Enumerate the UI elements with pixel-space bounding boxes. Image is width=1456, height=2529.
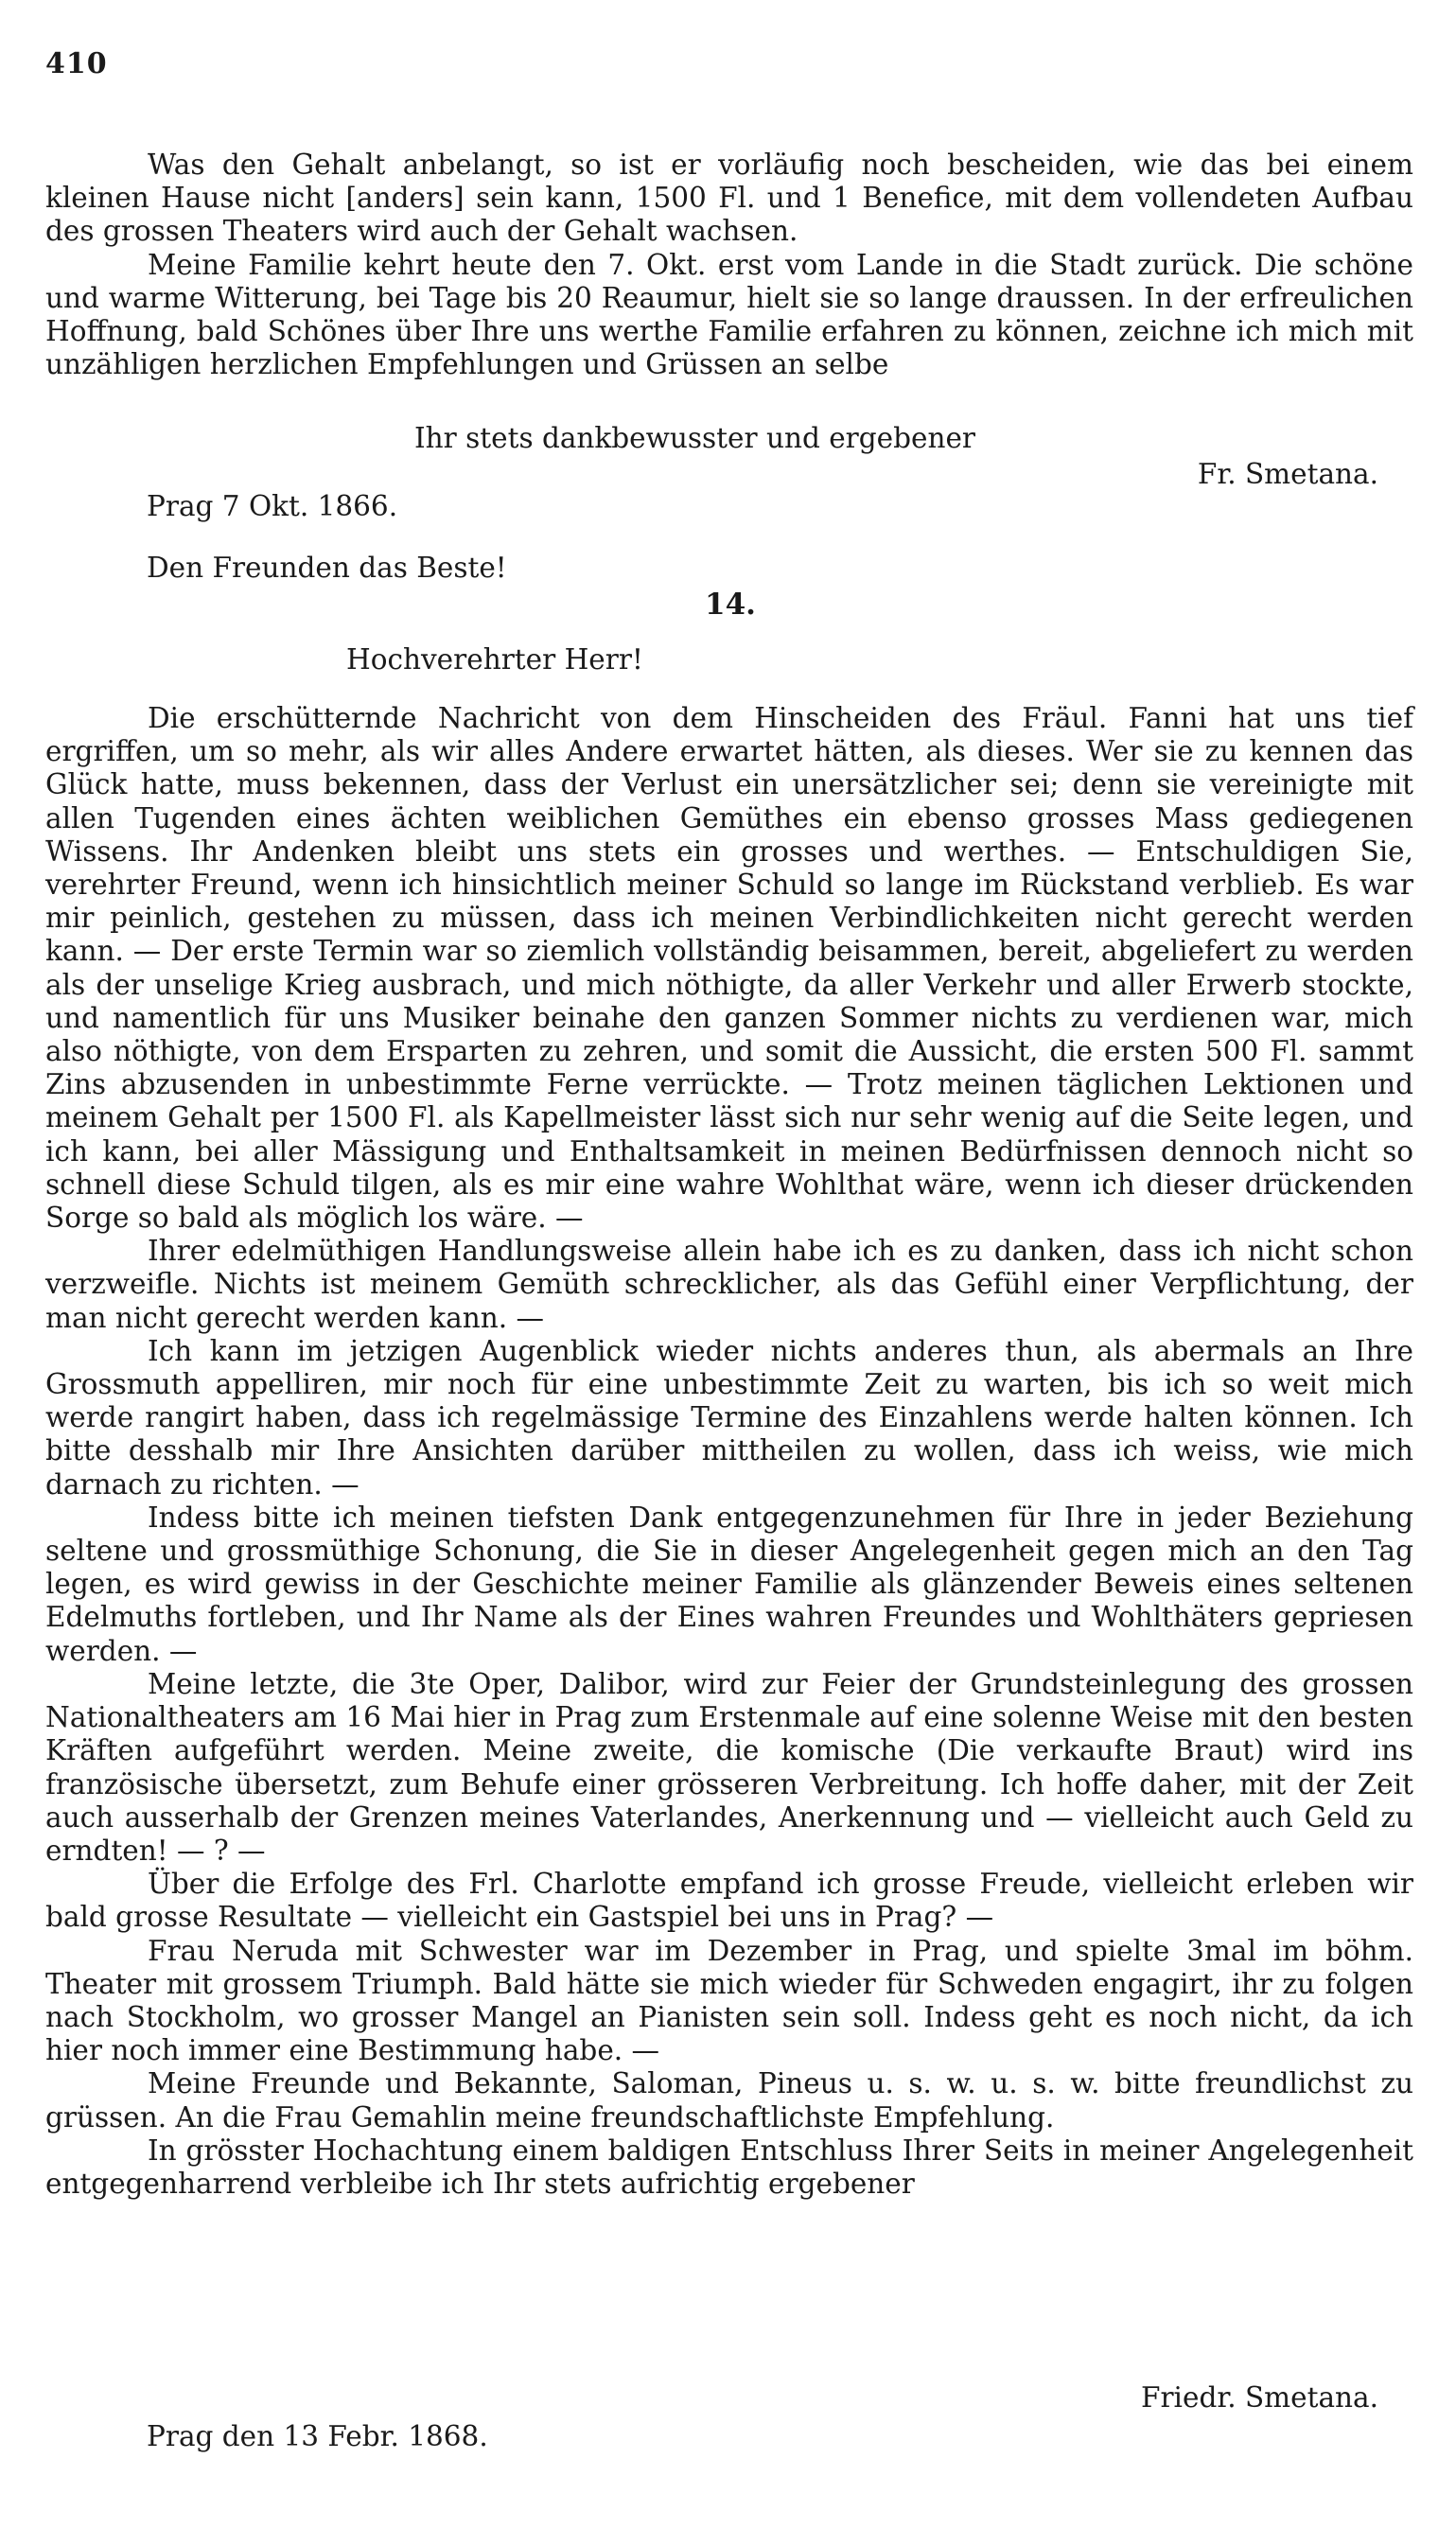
closing-formula: Ihr stets dankbewusster und ergebener <box>414 422 976 454</box>
paragraph: Ihrer edelmüthigen Handlungsweise allein habe ich es zu danken, dass ich nicht schon verzweifle. Nichts ist meinem Gemüth schrecklicher, als das Gefühl einer Verpflichtung, der man nicht gerecht werden kann. — <box>45 1235 1413 1334</box>
letter13-body <box>45 149 1413 381</box>
letter14-body <box>45 702 1413 2201</box>
signature: Friedr. Smetana. <box>1140 2381 1378 2414</box>
paragraph: Die erschütternde Nachricht von dem Hinscheiden des Fräul. Fanni hat uns tief ergriffen, um so mehr, als wir alles Andere erwartet hätten, als dieses. Wer sie zu kennen das Glück hatte, muss bekennen, dass der Verlust ein unersätzlicher sei; denn sie vereinigte mit allen Tugenden eines ächten weiblichen Gemüthes ein ebenso grosses Mass gediegenen Wissens. Ihr Andenken bleibt uns stets ein grosses und werthes. — Entschuldigen Sie, verehrter Freund, wenn ich hinsichtlich meiner Schuld so lange im Rückstand verblieb. Es war mir peinlich, gestehen zu müssen, dass ich meinen Verbindlichkeiten nicht gerecht werden kann. — Der erste Termin war so ziemlich vollständig beisammen, bereit, abgeliefert zu werden als der unselige Krieg ausbrach, und mich nöthigte, da aller Verkehr und aller Erwerb stockte, und namentlich für uns Musiker beinahe den ganzen Sommer nichts zu verdienen war, mich also nöthigte, von dem Ersparten zu zehren, und somit die Aussicht, die ersten 500 Fl. sammt Zins abzusenden in unbestimmte Ferne verrückte. — Trotz meinen täglichen Lektionen und meinem Gehalt per 1500 Fl. als Kapellmeister lässt sich nur sehr wenig auf die Seite legen, und ich kann, bei aller Mässigung und Enthaltsamkeit in meinen Bedürfnissen dennoch nicht so schnell diese Schuld tilgen, als es mir eine wahre Wohlthat wäre, wenn ich dieser drückenden Sorge so bald als möglich los wäre. — <box>45 702 1413 1235</box>
postscript: Den Freunden das Beste! <box>147 552 507 584</box>
paragraph: Frau Neruda mit Schwester war im Dezember in Prag, und spielte 3mal im böhm. Theater mit grossem Triumph. Bald hätte sie mich wieder für Schweden engagirt, ihr zu folgen nach Stockholm, wo grosser Mangel an Pianisten sein soll. Indess geht es noch nicht, da ich hier noch immer eine Bestimmung habe. — <box>45 1934 1413 2067</box>
paragraph: In grösster Hochachtung einem baldigen Entschluss Ihrer Seits in meiner Angelegenheit entgegenharrend verbleibe ich Ihr stets aufrichtig ergebener <box>45 2134 1413 2200</box>
letter-date: Prag den 13 Febr. 1868. <box>147 2420 488 2452</box>
salutation: Hochverehrter Herr! <box>346 643 643 676</box>
paragraph: Was den Gehalt anbelangt, so ist er vorläufig noch bescheiden, wie das bei einem kleinen Hause nicht [anders] sein kann, 1500 Fl. und 1 Benefice, mit dem vollendeten Aufbau des grossen Theaters wird auch der Gehalt wachsen. <box>45 149 1413 248</box>
paragraph: Ich kann im jetzigen Augenblick wieder nichts anderes thun, als abermals an Ihre Grossmuth appelliren, mir noch für eine unbestimmte Zeit zu warten, bis ich so weit mich werde rangirt haben, dass ich regelmässige Termine des Einzahlens werde halten können. Ich bitte desshalb mir Ihre Ansichten darüber mittheilen zu wollen, dass ich weiss, wie mich darnach zu richten. — <box>45 1334 1413 1501</box>
paragraph: Meine Familie kehrt heute den 7. Okt. erst vom Lande in die Stadt zurück. Die schöne und warme Witterung, bei Tage bis 20 Reaumur, hielt sie so lange draussen. In der erfreulichen Hoffnung, bald Schönes über Ihre uns werthe Familie erfahren zu können, zeichne ich mich mit unzähligen herzlichen Empfehlungen und Grüssen an selbe <box>45 248 1413 381</box>
paragraph: Über die Erfolge des Frl. Charlotte empfand ich grosse Freude, vielleicht erleben wir bald grosse Resultate — vielleicht ein Gastspiel bei uns in Prag? — <box>45 1868 1413 1934</box>
paragraph: Indess bitte ich meinen tiefsten Dank entgegenzunehmen für Ihre in jeder Beziehung seltene und grossmüthige Schonung, die Sie in dieser Angelegenheit gegen mich an den Tag legen, es wird gewiss in der Geschichte meiner Familie als glänzender Beweis eines seltenen Edelmuths fortleben, und Ihr Name als der Eines wahren Freundes und Wohlthäters gepriesen werden. — <box>45 1501 1413 1667</box>
signature: Fr. Smetana. <box>1197 458 1378 490</box>
paragraph: Meine Freunde und Bekannte, Saloman, Pineus u. s. w. u. s. w. bitte freundlichst zu grüssen. An die Frau Gemahlin meine freundschaftlichste Empfehlung. <box>45 2067 1413 2134</box>
letter-date: Prag 7 Okt. 1866. <box>147 490 398 522</box>
paragraph: Meine letzte, die 3te Oper, Dalibor, wird zur Feier der Grundsteinlegung des grossen Nationaltheaters am 16 Mai hier in Prag zum Erstenmale auf eine solenne Weise mit den besten Kräften aufgeführt werden. Meine zweite, die komische (Die verkaufte Braut) wird ins französische übersetzt, zum Behufe einer grösseren Verbreitung. Ich hoffe daher, mit der Zeit auch ausserhalb der Grenzen meines Vaterlandes, Anerkennung und — vielleicht auch Geld zu erndten! — ? — <box>45 1667 1413 1867</box>
letter-number: 14. <box>705 588 756 622</box>
page-number: 410 <box>45 47 108 80</box>
